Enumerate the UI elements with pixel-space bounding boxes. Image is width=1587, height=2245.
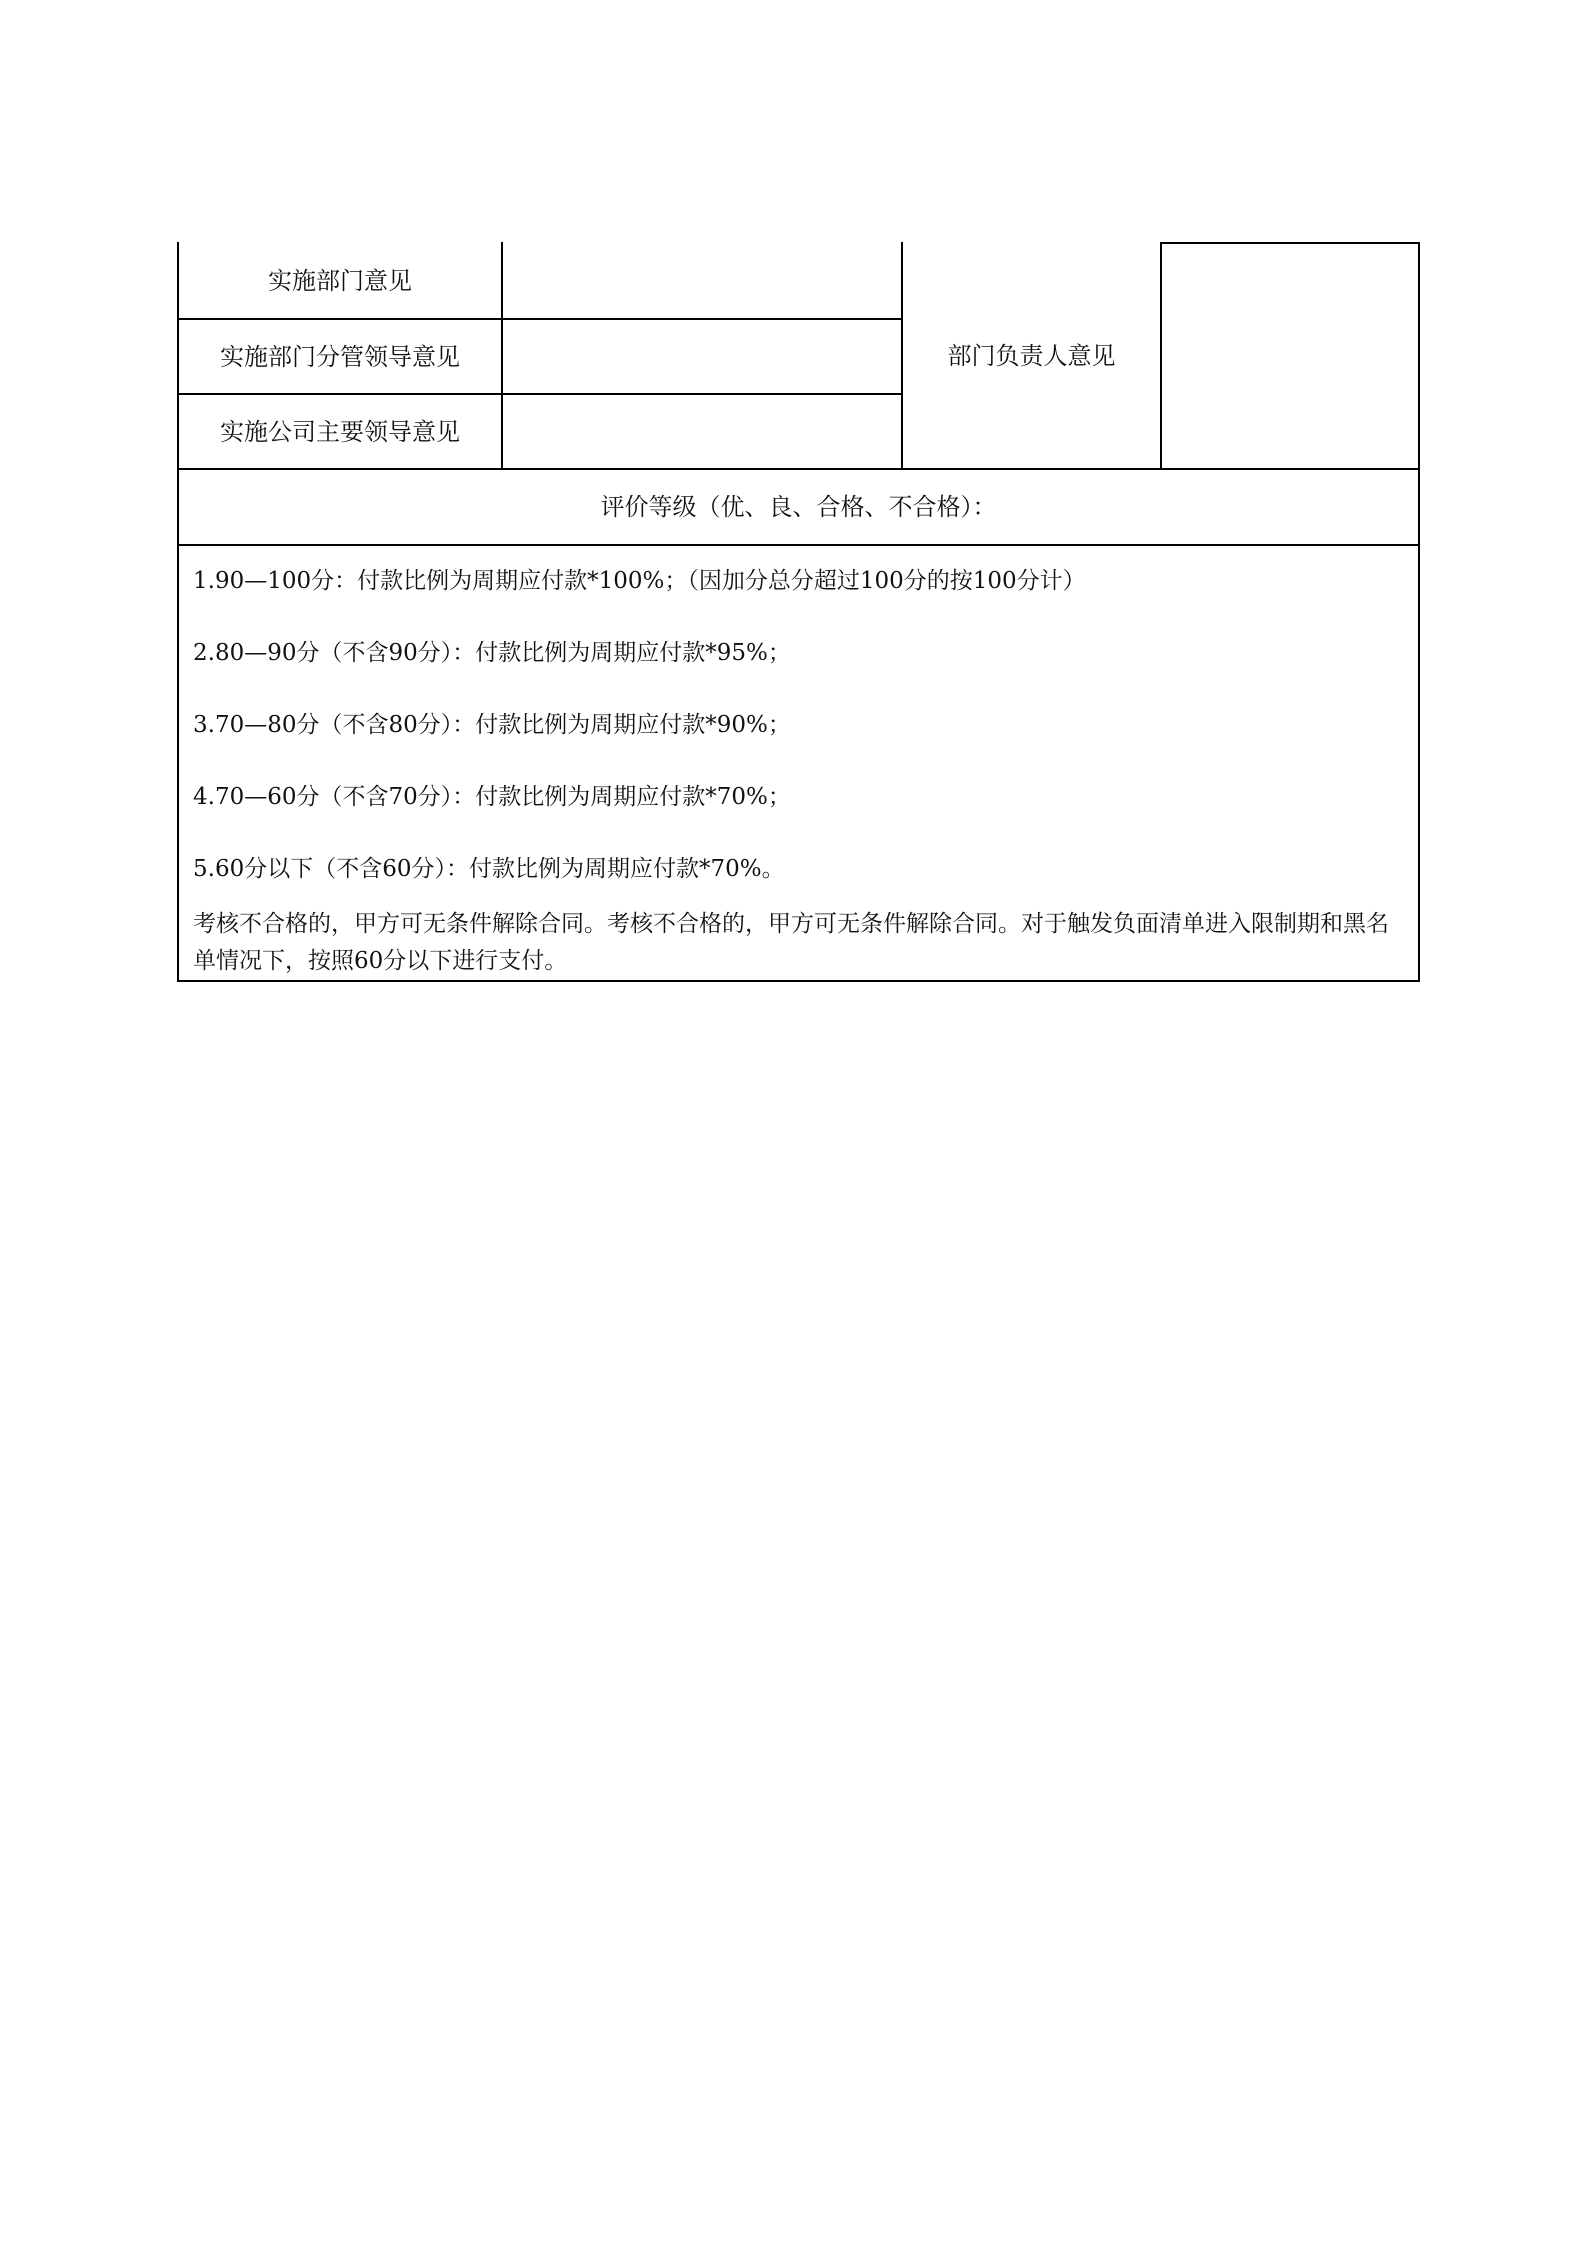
payment-rule-4: 4.70—60分（不含70分）：付款比例为周期应付款*70%； — [193, 784, 791, 810]
impl-dept-leader-opinion-label: 实施部门分管领导意见 — [220, 342, 460, 371]
impl-dept-leader-opinion-field[interactable] — [503, 320, 901, 393]
row-separator-4 — [177, 544, 1420, 546]
impl-dept-opinion-field[interactable] — [503, 244, 901, 318]
termination-note: 考核不合格的，甲方可无条件解除合同。考核不合格的，甲方可无条件解除合同。对于触发负面清单进入限制期和黑名单情况下，按照60分以下进行支付。 — [193, 911, 1389, 974]
payment-rule-3: 3.70—80分（不含80分）：付款比例为周期应付款*90%； — [193, 712, 791, 738]
payment-rule-1: 1.90—100分：付款比例为周期应付款*100%；（因加分总分超过100分的按100分计） — [193, 568, 1086, 594]
bottom-border — [177, 980, 1420, 982]
dept-head-signature-field[interactable] — [1162, 244, 1418, 468]
rating-level-label: 评价等级（优、良、合格、不合格）： — [600, 493, 997, 521]
dept-head-opinion-label: 部门负责人意见 — [947, 342, 1116, 370]
right-border — [1418, 242, 1420, 982]
payment-rule-2: 2.80—90分（不含90分）：付款比例为周期应付款*95%； — [193, 640, 791, 666]
impl-company-leader-opinion-field[interactable] — [503, 395, 901, 468]
impl-company-leader-opinion-label: 实施公司主要领导意见 — [220, 417, 460, 446]
payment-rule-5: 5.60分以下（不含60分）：付款比例为周期应付款*70%。 — [193, 856, 785, 882]
impl-dept-opinion-label: 实施部门意见 — [268, 267, 412, 295]
